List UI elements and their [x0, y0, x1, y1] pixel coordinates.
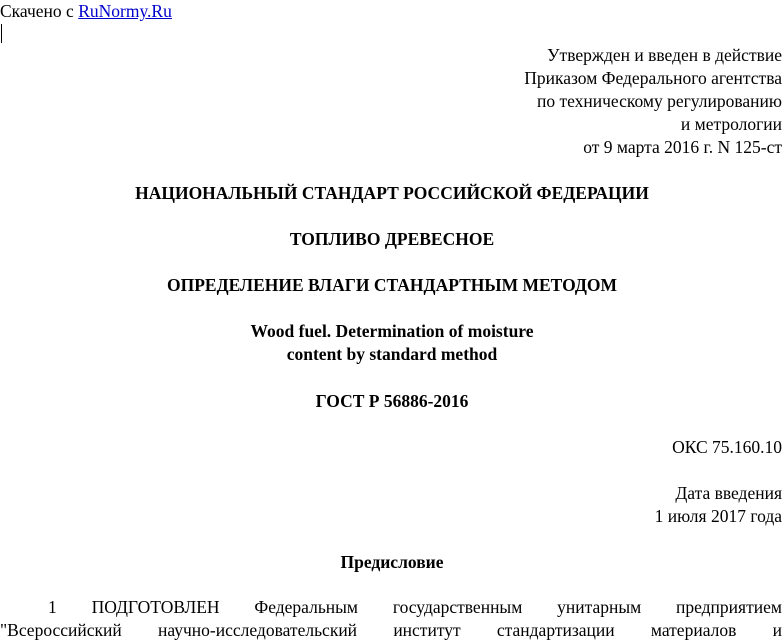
approval-block	[524, 44, 782, 159]
intro-date-value: 1 июля 2017 года	[654, 506, 782, 526]
approval-line: по техническому регулированию	[536, 91, 782, 111]
preface-word: 1	[48, 597, 57, 617]
preface-heading: Предисловие	[340, 552, 444, 572]
approval-line: от 9 марта 2016 г. N 125-ст	[583, 137, 782, 157]
download-prefix: Скачено с	[0, 1, 74, 21]
approval-line: Утвержден и введен в действие	[547, 45, 782, 65]
preface-word: Федеральным	[254, 597, 358, 617]
gost-number: ГОСТ Р 56886-2016	[315, 391, 469, 411]
download-source-line	[0, 0, 172, 23]
title-ru-1: ТОПЛИВО ДРЕВЕСНОЕ	[289, 229, 495, 249]
approval-line: Приказом Федерального агентства	[524, 68, 782, 88]
preface-word: стандартизации	[496, 620, 615, 640]
title-en-line1: Wood fuel. Determination of moisture	[250, 321, 534, 341]
preface-line-2	[0, 619, 782, 642]
text-cursor	[1, 24, 2, 43]
preface-line-1	[0, 596, 782, 619]
preface-word: институт	[393, 620, 461, 640]
preface-paragraph	[0, 596, 782, 642]
oks-code: ОКС 75.160.10	[672, 437, 782, 457]
preface-word: и	[772, 620, 782, 640]
approval-line: и метрологии	[680, 114, 782, 134]
preface-word: предприятием	[676, 597, 782, 617]
preface-word: государственным	[392, 597, 523, 617]
runormy-link[interactable]: RuNormy.Ru	[78, 1, 172, 21]
preface-word: научно-исследовательский	[158, 620, 358, 640]
standard-type-heading: НАЦИОНАЛЬНЫЙ СТАНДАРТ РОССИЙСКОЙ ФЕДЕРАЦИИ	[135, 183, 649, 203]
preface-word: "Всероссийский	[0, 620, 122, 640]
preface-word: ПОДГОТОВЛЕН	[91, 597, 220, 617]
preface-word: материалов	[650, 620, 737, 640]
preface-word: унитарным	[557, 597, 642, 617]
intro-date-label: Дата введения	[675, 483, 782, 503]
title-en-line2: content by standard method	[286, 344, 498, 364]
title-ru-2: ОПРЕДЕЛЕНИЕ ВЛАГИ СТАНДАРТНЫМ МЕТОДОМ	[166, 275, 618, 295]
